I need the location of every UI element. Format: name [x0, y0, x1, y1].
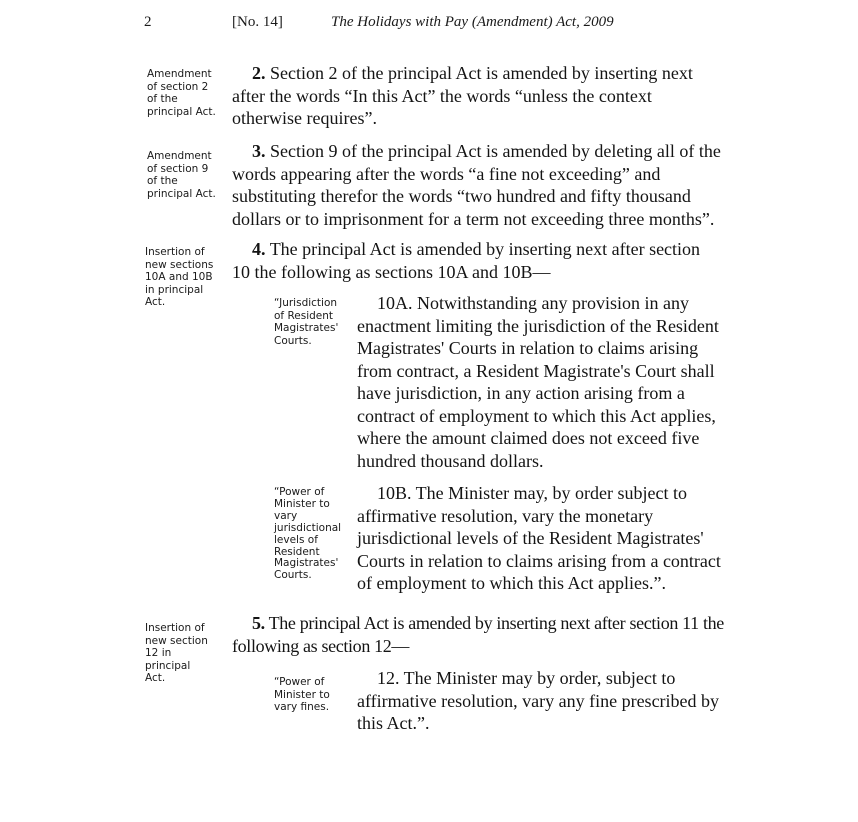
issue-number: [No. 14]: [232, 14, 283, 30]
page-number: 2: [144, 14, 152, 30]
margin-note-10a: “Jurisdiction of Resident Magistrates' Courts.: [274, 297, 339, 347]
section-3-text: 3. Section 9 of the principal Act is amended by deleting all of the words appearing after the words “a fine not exceeding” and substituting therefor the words “two hundred and fifty thousand dollars or to imprisonment for a term not exceeding three months”.: [232, 141, 721, 229]
margin-note-section-3: Amendment of section 9 of the principal Act.: [147, 150, 216, 200]
section-5-text: 5. The principal Act is amended by inserting next after section 11 the following as section 12—: [232, 613, 724, 656]
act-title: The Holidays with Pay (Amendment) Act, 2009: [331, 14, 614, 30]
section-12-text: 12. The Minister may by order, subject to affirmative resolution, vary any fine prescribed by this Act.”.: [357, 668, 720, 733]
margin-note-section-5: Insertion of new section 12 in principal Act.: [145, 622, 208, 684]
margin-note-10b: “Power of Minister to vary jurisdictional levels of Resident Magistrates' Courts.: [274, 486, 342, 582]
section-10b-text: 10B. The Minister may, by order subject to affirmative resolution, vary the monetary jurisdictional levels of the Resident Magistrates' Courts in relation to claims arising from a contract of employment to which this Act applies.”.: [357, 483, 721, 593]
section-10a-text: 10A. Notwithstanding any provision in any enactment limiting the jurisdiction of the Resident Magistrates' Courts in relation to claims arising from contract, a Resident Magistrate's Court shall have jurisdiction, in any action arising from a contract of employment to which this Act applies, where the amount claimed does not exceed five hundred thousand dollars.: [357, 293, 719, 471]
section-4-text: 4. The principal Act is amended by inserting next after section 10 the following as sections 10A and 10B—: [232, 239, 701, 282]
margin-note-section-4: Insertion of new sections 10A and 10B in principal Act.: [145, 246, 214, 308]
section-2-text: 2. Section 2 of the principal Act is amended by inserting next after the words “In this Act” the words “unless the context otherwise requires”.: [232, 63, 693, 128]
margin-note-section-2: Amendment of section 2 of the principal Act.: [147, 68, 216, 118]
margin-note-12: “Power of Minister to vary fines.: [274, 676, 330, 713]
